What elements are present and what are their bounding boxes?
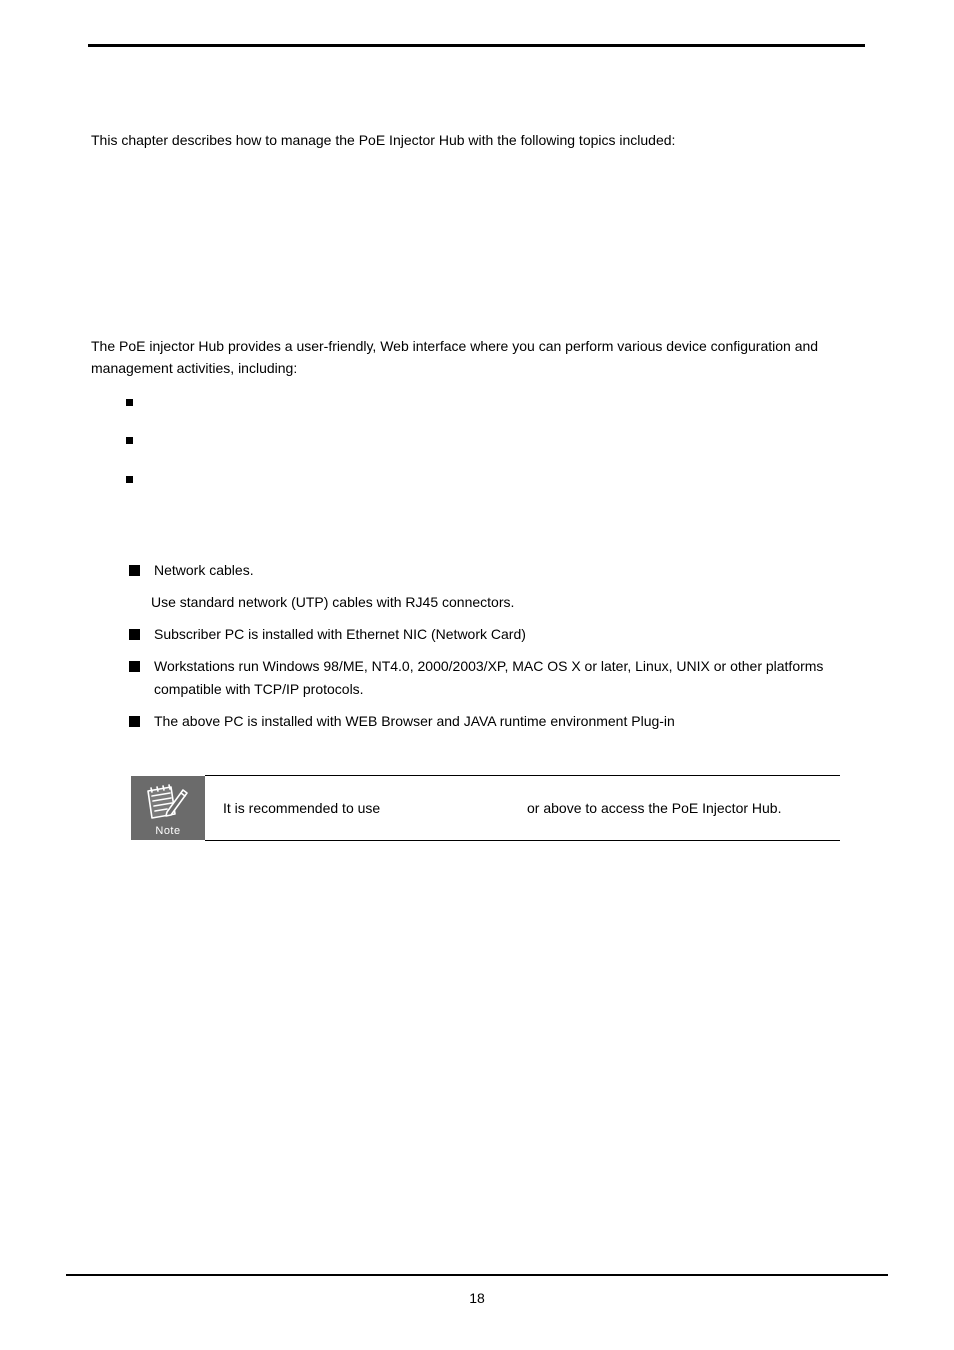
web-intro-line-2: management activities, including: — [91, 360, 298, 376]
page-number: 18 — [469, 1290, 485, 1306]
note-bottom-rule — [205, 840, 840, 841]
bullet-marker — [129, 565, 140, 576]
footer-rule — [66, 1274, 888, 1276]
note-icon — [131, 776, 205, 840]
header-rule — [88, 44, 865, 47]
note-top-rule — [205, 775, 840, 776]
intro-paragraph: This chapter describes how to manage the PoE Injector Hub with the following topics included: — [91, 132, 676, 148]
note-text-before: It is recommended to use — [223, 800, 381, 816]
web-intro-line-1: The PoE injector Hub provides a user-friendly, Web interface where you can perform various device configuration and — [91, 338, 819, 354]
requirement-item-continued: compatible with TCP/IP protocols. — [154, 681, 364, 697]
notepad-pencil-icon — [131, 778, 205, 828]
bullet-marker — [126, 476, 133, 483]
requirement-item: Subscriber PC is installed with Ethernet NIC (Network Card) — [154, 626, 526, 642]
requirement-item: The above PC is installed with WEB Browser and JAVA runtime environment Plug-in — [154, 713, 675, 729]
bullet-marker — [129, 716, 140, 727]
requirement-detail: Use standard network (UTP) cables with RJ45 connectors. — [151, 594, 515, 610]
bullet-marker — [129, 661, 140, 672]
requirement-item: Network cables. — [154, 562, 254, 578]
bullet-marker — [126, 437, 133, 444]
bullet-marker — [129, 629, 140, 640]
requirement-item: Workstations run Windows 98/ME, NT4.0, 2000/2003/XP, MAC OS X or later, Linux, UNIX or other platforms — [154, 658, 824, 674]
note-icon-label: Note — [155, 825, 181, 837]
bullet-marker — [126, 399, 133, 406]
note-text-after: or above to access the PoE Injector Hub. — [527, 800, 782, 816]
